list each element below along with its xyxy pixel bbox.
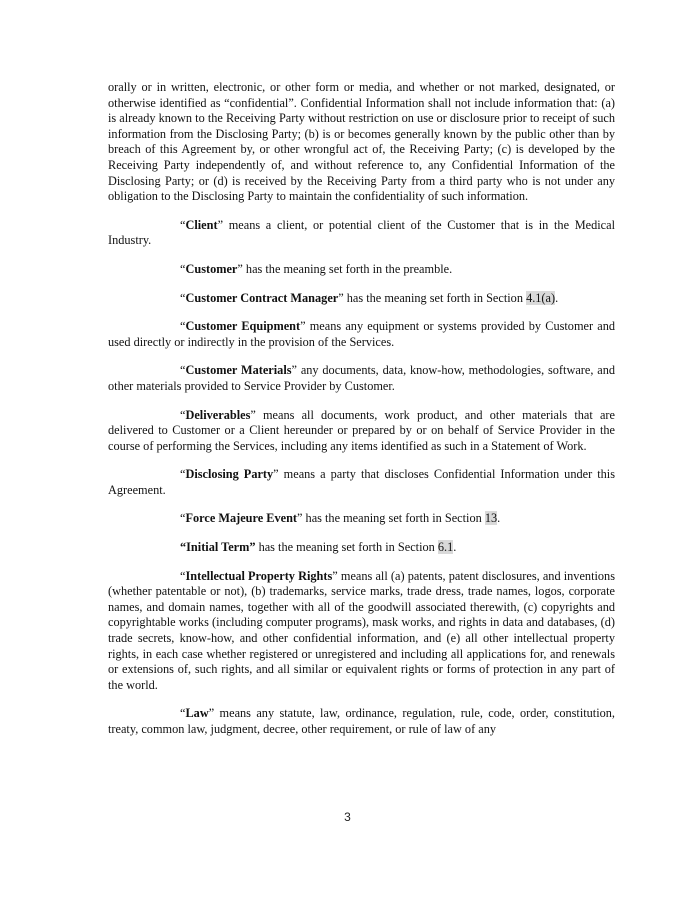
definition-intellectual-property-rights	[108, 569, 615, 694]
open-quote: “	[180, 290, 186, 305]
open-quote: “	[180, 706, 186, 721]
definition-customer-equipment	[108, 319, 615, 350]
section-reference-link[interactable]: 6.1	[437, 540, 454, 555]
defined-term: Law	[185, 706, 209, 721]
definition-disclosing-party	[108, 467, 615, 498]
defined-term: Customer Materials	[185, 363, 292, 378]
defined-term: Deliverables	[185, 407, 251, 422]
definition-text: ” has the meaning set forth in Section	[297, 511, 485, 526]
definition-initial-term	[108, 540, 615, 556]
definition-text: ” means any equipment or systems provided by Customer and used directly or indirectly in the provision of the Services.	[108, 319, 615, 349]
open-quote: “	[180, 467, 186, 482]
open-quote: “	[180, 568, 186, 583]
definition-tail: .	[453, 540, 457, 555]
definition-text: ” has the meaning set forth in Section	[338, 290, 527, 305]
definition-text: has the meaning set forth in Section	[255, 540, 438, 555]
definition-text: ” means all (a) patents, patent disclosures, and inventions (whether patentable or not), (b) trademarks, service marks, trade dress, trade names, logos, corporate names, and domain names, together with all of the goodwill associated therewith, (c) copyrights and copyrightable works (including computer programs), mask works, and rights in data and databases, (d) trade secrets, know-how, and other confidential information, and (e) all other intellectual property rights, in each case whether registered or unregistered and including all applications for, and renewals or extensions of, such rights, and all similar or equivalent rights or forms of protection in any part of the world.	[108, 568, 615, 692]
page-number: 3	[344, 810, 351, 824]
definition-text: ” means any statute, law, ordinance, regulation, rule, code, order, constitution, treaty, common law, judgment, decree, other requirement, or rule of law of any	[108, 706, 615, 736]
open-quote: “	[180, 217, 186, 232]
definition-text: ” means a client, or potential client of the Customer that is in the Medical Industry.	[108, 217, 615, 248]
defined-term: Force Majeure Event	[185, 511, 298, 526]
definition-customer-materials	[108, 363, 615, 394]
definition-text: ” means all documents, work product, and other materials that are delivered to Customer or a Client hereunder or prepared by or on behalf of Service Provider in the course of performing the Services, including any items identified as such in a Statement of Work.	[108, 407, 615, 453]
open-quote: “	[180, 511, 186, 526]
definition-law	[108, 706, 615, 737]
defined-term: Customer	[185, 261, 238, 276]
open-quote: “	[180, 261, 186, 276]
definition-tail: .	[555, 290, 559, 305]
definition-force-majeure-event	[108, 511, 615, 527]
definition-text: ” has the meaning set forth in the preamble.	[237, 261, 453, 276]
open-quote: “	[180, 319, 186, 334]
confidential-information-continuation: orally or in written, electronic, or other form or media, and whether or not marked, designated, or otherwise identified as “confidential”. Confidential Information shall not include information that: (a) is already known to the Receiving Party without restriction on use or disclosure prior to receipt of such information from the Disclosing Party; (b) is or becomes generally known by the public other than by breach of this Agreement by, or other wrongful act of, the Receiving Party; (c) is developed by the Receiving Party independently of, and without reference to, any Confidential Information of the Disclosing Party; or (d) is received by the Receiving Party from a third party who is not under any obligation to the Disclosing Party to maintain the confidentiality of such information.	[108, 80, 615, 204]
section-reference-link[interactable]: 13	[484, 511, 498, 526]
document-body	[108, 80, 615, 751]
defined-term: Disclosing Party	[185, 467, 274, 482]
defined-term: Customer Equipment	[185, 319, 301, 334]
section-reference-link[interactable]: 4.1(a)	[526, 290, 556, 305]
definition-text: ” any documents, data, know-how, methodologies, software, and other materials provided to Service Provider by Customer.	[108, 363, 615, 393]
defined-term: Intellectual Property Rights	[185, 568, 333, 583]
open-quote: “	[180, 407, 186, 422]
open-quote: “	[180, 363, 186, 378]
defined-term: Customer Contract Manager	[185, 290, 339, 305]
definition-customer	[108, 262, 615, 278]
definition-customer-contract-manager	[108, 291, 615, 307]
definition-tail: .	[497, 511, 501, 526]
definition-text: ” means a party that discloses Confidential Information under this Agreement.	[108, 467, 615, 497]
definition-client	[108, 218, 615, 249]
definition-deliverables	[108, 408, 615, 455]
defined-term: Client	[185, 217, 218, 232]
defined-term: “Initial Term”	[180, 540, 256, 555]
